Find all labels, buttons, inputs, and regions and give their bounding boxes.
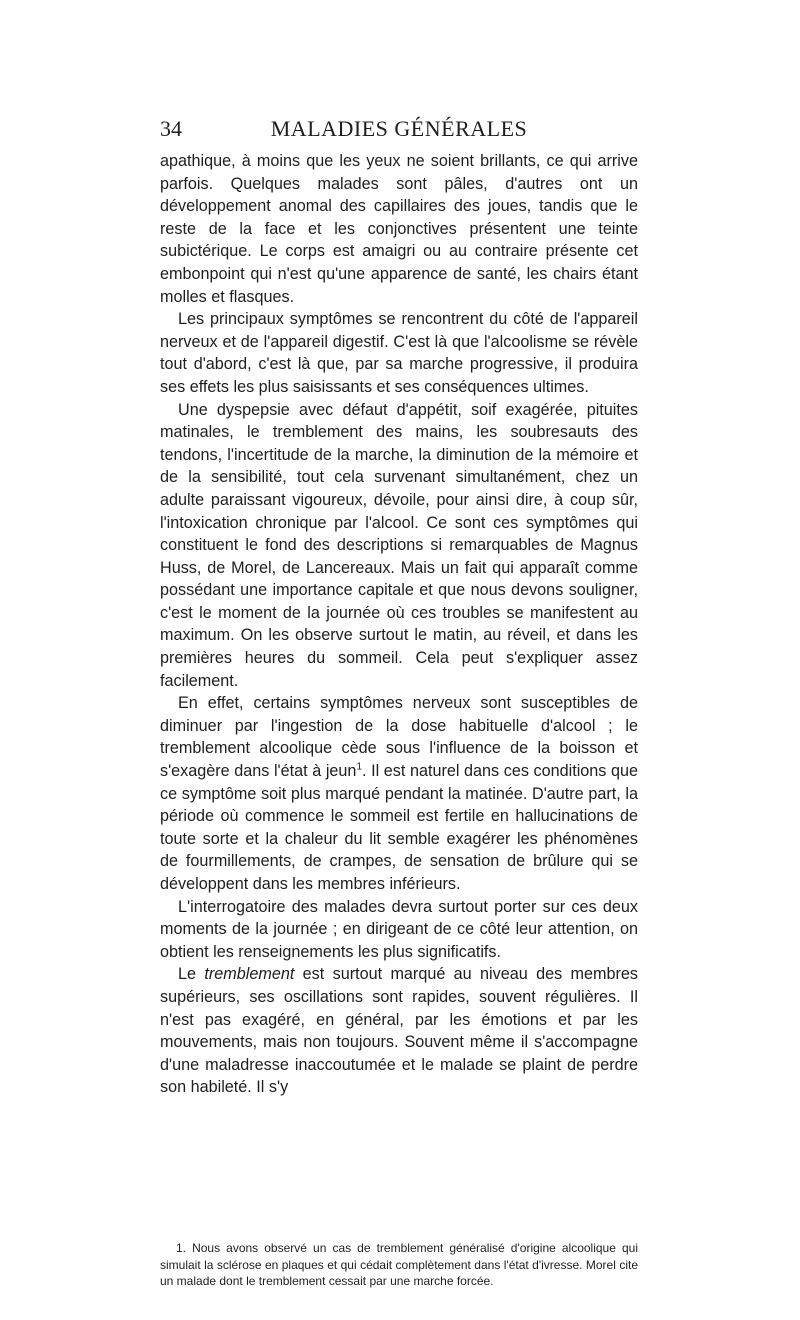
running-title: MALADIES GÉNÉRALES	[270, 116, 528, 141]
paragraph-4-text-a: En effet, certains symptômes nerveux sont susceptibles de diminuer par l'ingestion de la dose habituelle d'alcool ; le tremblement alcoolique cède sous l'influence de la boisson et s'exagère dans l'état à jeun	[160, 694, 638, 781]
paragraph-4	[160, 692, 638, 895]
footnote-reference: 1	[356, 761, 362, 773]
paragraph-1: apathique, à moins que les yeux ne soient brillants, ce qui arrive parfois. Quelques malades sont pâles, d'autres ont un développement anomal des capillaires des joues, tandis que le reste de la face et les conjonctives présentent une teinte subictérique. Le corps est amaigri ou au contraire présente cet embonpoint qui n'est qu'une apparence de santé, les chairs étant molles et flasques.	[160, 152, 638, 306]
paragraph-4-text-b: . Il est naturel dans ces conditions que ce symptôme soit plus marqué pendant la matinée. D'autre part, la période où commence le sommeil est fertile en hallucinations de toute sorte et la chaleur du lit semble exagérer les phénomènes de fourmillements, de crampes, de sensation de brûlure qui se développent dans les membres inférieurs.	[160, 762, 638, 893]
paragraph-3: Une dyspepsie avec défaut d'appétit, soif exagérée, pituites matinales, le tremblement des mains, les soubresauts des tendons, l'incertitude de la marche, la diminution de la mémoire et de la sensibilité, tout cela survenant simultanément, chez un adulte paraissant vigoureux, dévoile, pour ainsi dire, à coup sûr, l'intoxication chronique par l'alcool. Ce sont ces symptômes qui constituent le fond des descriptions si remarquables de Magnus Huss, de Morel, de Lancereaux. Mais un fait qui apparaît comme possédant une importance capitale et que nous devons souligner, c'est le moment de la journée où ces troubles se manifestent au maximum. On les observe surtout le matin, au réveil, et dans les premières heures du sommeil. Cela peut s'expliquer assez facilement.	[160, 400, 638, 690]
page-header	[160, 116, 638, 148]
paragraph-5: L'interrogatoire des malades devra surtout porter sur ces deux moments de la journée ; en dirigeant de ce côté leur attention, on obtient les renseignements les plus significatifs.	[160, 897, 638, 961]
paragraph-6	[160, 963, 638, 1099]
page-number: 34	[160, 116, 182, 141]
body-text	[160, 150, 638, 1099]
paragraph-6-text-b: est surtout marqué au niveau des membres supérieurs, ses oscillations sont rapides, souvent régulières. Il n'est pas exagéré, en général, par les émotions et par les mouvements, mais non toujours. Souvent même il s'accompagne d'une maladresse inaccoutumée et le malade se plaint de perdre son habileté. Il s'y	[160, 965, 638, 1097]
paragraph-2: Les principaux symptômes se rencontrent du côté de l'appareil nerveux et de l'appareil digestif. C'est là que l'alcoolisme se révèle tout d'abord, c'est là que, par sa marche progressive, il produira ses effets les plus saisissants et ses conséquences ultimes.	[160, 310, 638, 396]
footnote-text: 1. Nous avons observé un cas de tremblement généralisé d'origine alcoolique qui simulait la sclérose en plaques et qui cédait complètement dans l'état d'ivresse. Morel cite un malade dont le tremblement cessait par une marche forcée.	[160, 1241, 638, 1288]
footnote	[160, 1240, 638, 1290]
paragraph-6-text-a: Le	[178, 965, 205, 984]
paragraph-6-emphasis: tremblement	[204, 965, 295, 984]
